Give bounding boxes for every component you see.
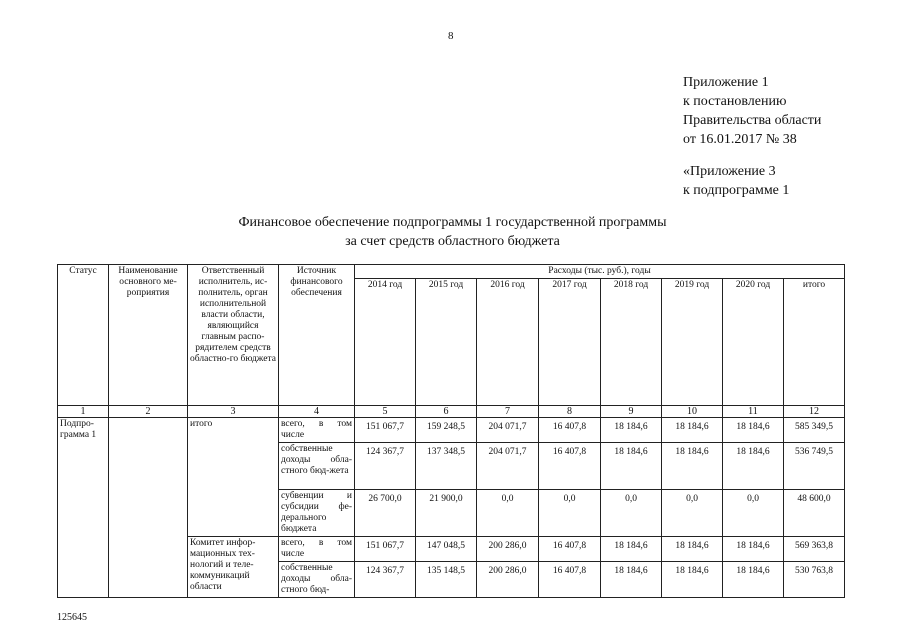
header-year: 2019 год <box>662 279 723 406</box>
value-cell: 18 184,6 <box>601 418 662 443</box>
col-number: 7 <box>477 406 539 418</box>
header-year: 2018 год <box>601 279 662 406</box>
value-cell: 48 600,0 <box>784 490 845 537</box>
value-cell: 16 407,8 <box>539 537 601 562</box>
value-cell: 124 367,7 <box>355 562 416 598</box>
value-cell: 135 148,5 <box>416 562 477 598</box>
source-cell: всего, в том числе <box>279 537 355 562</box>
appendix2-line-1: «Приложение 3 <box>683 164 776 179</box>
executor-cell: Комитет инфор-мационных тех-нологий и теле-коммуникаций области <box>188 537 279 598</box>
appendix-line-1: Приложение 1 <box>683 75 769 90</box>
value-cell: 0,0 <box>601 490 662 537</box>
header-year: 2014 год <box>355 279 416 406</box>
value-cell: 200 286,0 <box>477 562 539 598</box>
value-cell: 530 763,8 <box>784 562 845 598</box>
title-line-1: Финансовое обеспечение подпрограммы 1 государственной программы <box>238 215 667 230</box>
value-cell: 26 700,0 <box>355 490 416 537</box>
value-cell: 16 407,8 <box>539 443 601 490</box>
header-year: 2020 год <box>723 279 784 406</box>
value-cell: 18 184,6 <box>601 562 662 598</box>
col-number: 9 <box>601 406 662 418</box>
col-number: 11 <box>723 406 784 418</box>
col-number: 10 <box>662 406 723 418</box>
appendix-line-4: от 16.01.2017 № 38 <box>683 132 797 147</box>
source-cell: собственные доходы обла-стного бюд- <box>279 562 355 598</box>
col-number: 4 <box>279 406 355 418</box>
value-cell: 585 349,5 <box>784 418 845 443</box>
col-number: 1 <box>58 406 109 418</box>
value-cell: 18 184,6 <box>723 443 784 490</box>
col-number: 3 <box>188 406 279 418</box>
appendix2-line-2: к подпрограмме 1 <box>683 183 790 198</box>
source-cell: собственные доходы обла-стного бюд-жета <box>279 443 355 490</box>
value-cell: 0,0 <box>539 490 601 537</box>
value-cell: 151 067,7 <box>355 418 416 443</box>
value-cell: 18 184,6 <box>601 537 662 562</box>
value-cell: 21 900,0 <box>416 490 477 537</box>
value-cell: 0,0 <box>477 490 539 537</box>
value-cell: 151 067,7 <box>355 537 416 562</box>
appendix-line-2: к постановлению <box>683 94 787 109</box>
executor-cell: итого <box>188 418 279 537</box>
header-year: 2017 год <box>539 279 601 406</box>
status-cell: Подпро-грамма 1 <box>58 418 109 598</box>
header-measure: Наименование основного ме-роприятия <box>109 265 188 406</box>
header-total: итого <box>784 279 845 406</box>
col-number: 2 <box>109 406 188 418</box>
value-cell: 569 363,8 <box>784 537 845 562</box>
value-cell: 200 286,0 <box>477 537 539 562</box>
appendix-block-2 <box>683 162 789 200</box>
value-cell: 18 184,6 <box>723 537 784 562</box>
title-line-2: за счет средств областного бюджета <box>345 234 560 249</box>
source-cell: всего, в том числе <box>279 418 355 443</box>
value-cell: 0,0 <box>723 490 784 537</box>
value-cell: 18 184,6 <box>662 418 723 443</box>
value-cell: 16 407,8 <box>539 418 601 443</box>
value-cell: 147 048,5 <box>416 537 477 562</box>
header-year: 2016 год <box>477 279 539 406</box>
value-cell: 204 071,7 <box>477 418 539 443</box>
col-number: 12 <box>784 406 845 418</box>
header-source: Источник финансового обеспечения <box>279 265 355 406</box>
value-cell: 124 367,7 <box>355 443 416 490</box>
header-year: 2015 год <box>416 279 477 406</box>
appendix-line-3: Правительства области <box>683 113 822 128</box>
header-status: Статус <box>58 265 109 406</box>
document-title <box>0 213 905 251</box>
measure-cell <box>109 418 188 598</box>
value-cell: 18 184,6 <box>601 443 662 490</box>
header-expenses: Расходы (тыс. руб.), годы <box>355 265 845 279</box>
value-cell: 16 407,8 <box>539 562 601 598</box>
header-executor: Ответственный исполнитель, ис-полнитель, орган исполнительной власти области, являющийся главным распо-рядителем средств областно-го бюджета <box>188 265 279 406</box>
value-cell: 159 248,5 <box>416 418 477 443</box>
appendix-block <box>683 73 821 149</box>
finance-table <box>57 264 845 598</box>
value-cell: 18 184,6 <box>662 537 723 562</box>
source-cell: субвенции и субсидии фе-дерального бюджета <box>279 490 355 537</box>
col-number: 8 <box>539 406 601 418</box>
value-cell: 204 071,7 <box>477 443 539 490</box>
page-number: 8 <box>448 30 454 42</box>
value-cell: 18 184,6 <box>723 418 784 443</box>
table-row <box>58 418 845 443</box>
col-number: 6 <box>416 406 477 418</box>
footer-code: 125645 <box>57 612 87 623</box>
value-cell: 0,0 <box>662 490 723 537</box>
value-cell: 536 749,5 <box>784 443 845 490</box>
value-cell: 18 184,6 <box>723 562 784 598</box>
value-cell: 18 184,6 <box>662 443 723 490</box>
col-number: 5 <box>355 406 416 418</box>
value-cell: 137 348,5 <box>416 443 477 490</box>
value-cell: 18 184,6 <box>662 562 723 598</box>
